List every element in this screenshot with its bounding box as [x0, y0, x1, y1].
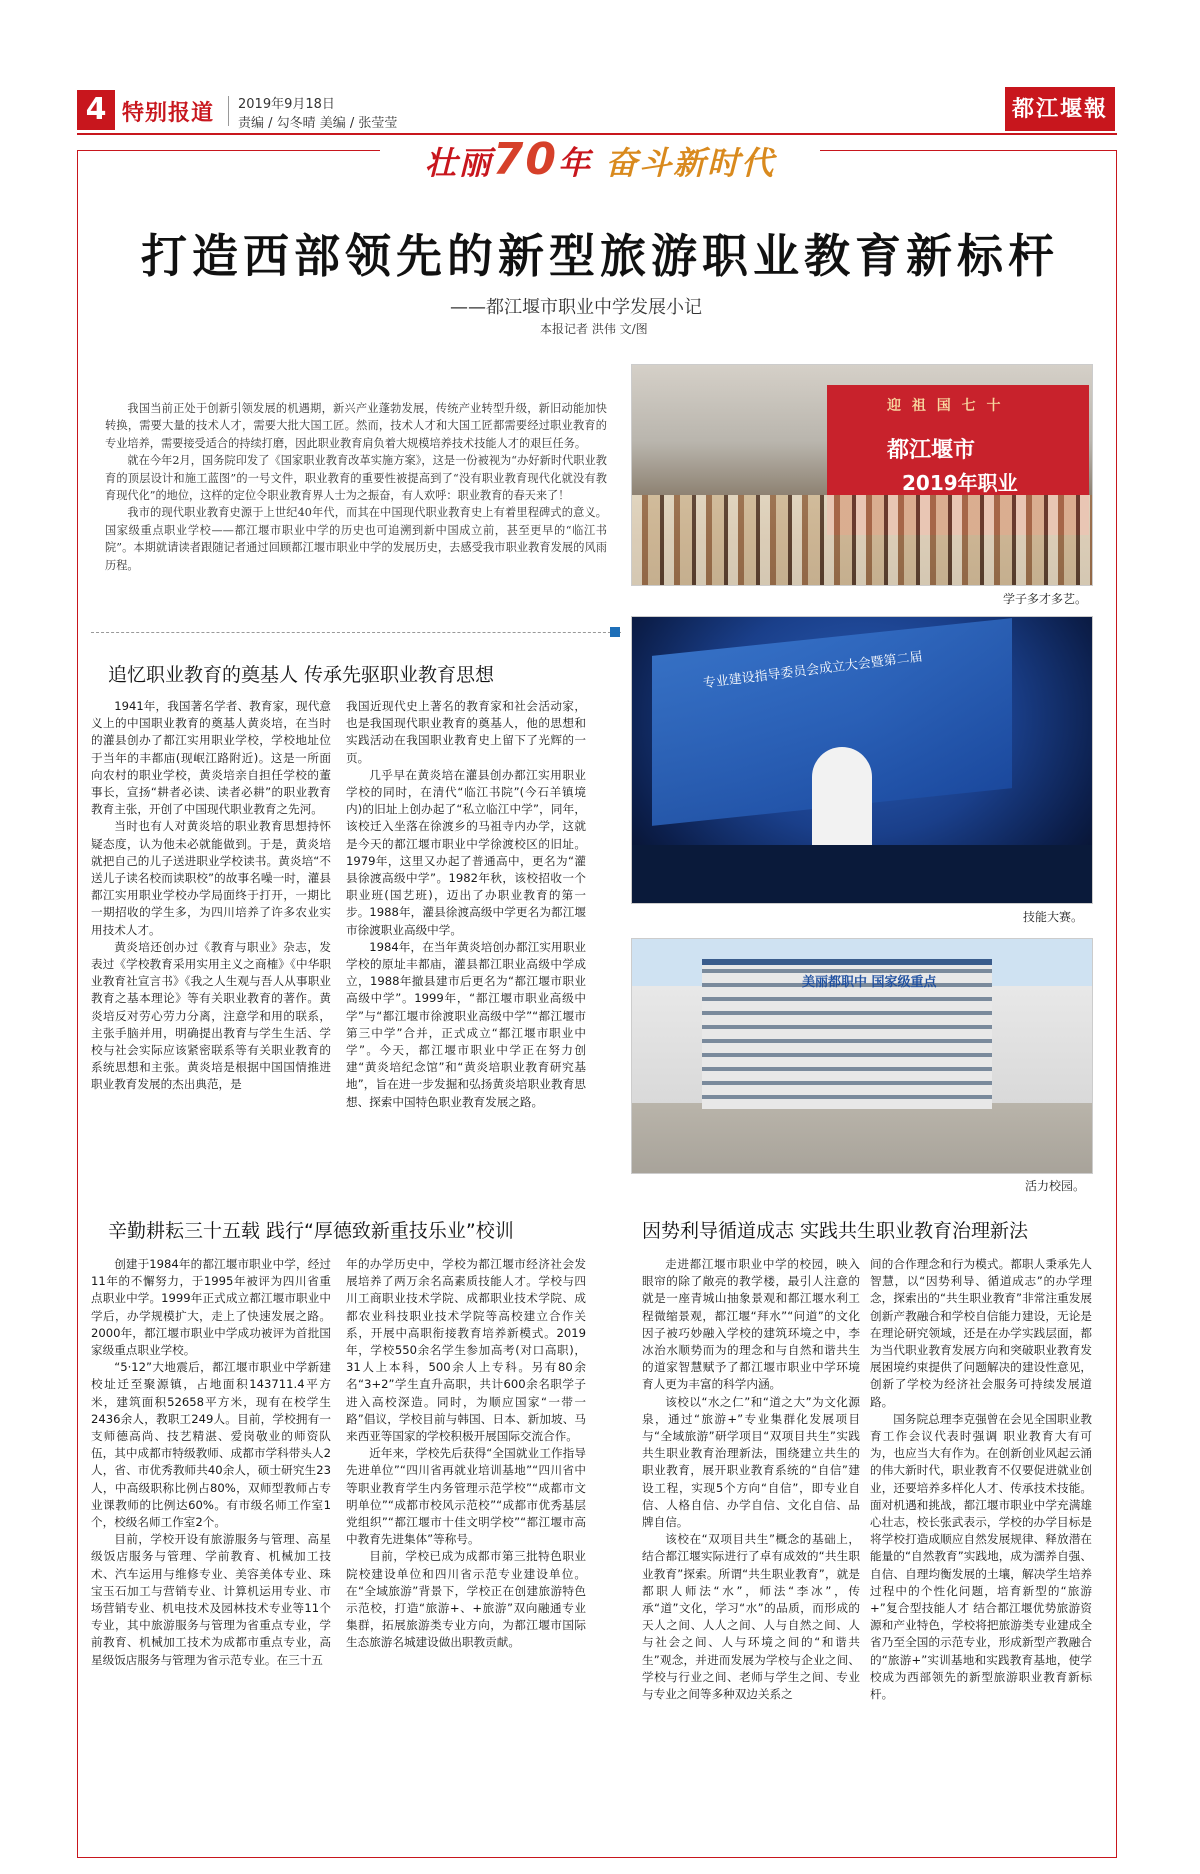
- banner-part3: 年: [558, 144, 593, 182]
- article-headline: 打造西部领先的新型旅游职业教育新标杆: [141, 229, 1059, 283]
- article-intro: [91, 378, 621, 638]
- photo-skills-contest: [631, 616, 1093, 904]
- backdrop-line2: 都江堰市: [887, 438, 976, 463]
- paragraph: 目前，学校开设有旅游服务与管理、高星级饭店服务与管理、学前教育、机械加工技术、汽车运用与维修专业、美容美体专业、珠宝玉石加工与营销专业、计算机运用专业、市场营销专业、机电技术及园林技术专业等11个专业，其中旅游服务与管理为省重点专业，学前教育、机械加工技术为成都市重点专业，高星级饭店服务与管理为省示范专业。在三十五: [91, 1532, 331, 1667]
- paragraph: 近年来，学校先后获得“全国就业工作指导先进单位”“四川省再就业培训基地”“四川省中等职业教育学生内务管理示范学校”“成都市文明单位”“成都市校风示范校”“成都市优秀基层党组织”“都江堰市十佳文明学校”“都江堰市高中教育先进集体”等称号。: [346, 1446, 586, 1547]
- section3-column-a: [642, 1256, 860, 1703]
- header-divider: [228, 96, 229, 126]
- paragraph: 国务院总理李克强曾在会见全国职业教育工作会议代表时强调 职业教育大有可为，也应当大有作为。在创新创业风起云涌的伟大新时代，职业教育不仅要促进就业创业，还要培养多样化人才、传承技术技能。面对机遇和挑战，都江堰市职业中学充满雄心壮志，校长张武表示，学校的办学目标是将学校打造成顺应自然发展规律、释放潜在能量的“自然教育”实践地，成为濡养自强、自信、自理均衡发展的土壤，解决学生培养过程中的个性化问题，培育新型的“旅游+”复合型技能人才 结合都江堰优势旅游资源和产业特色，学校将把旅游类专业建成全省乃至全国的示范专业，形成新型产教融合的“旅游+”实训基地和实践教育基地，使学校成为西部领先的新型旅游职业教育新标杆。: [870, 1411, 1092, 1702]
- editors-credit: 责编 / 勾冬晴 美编 / 张莹莹: [238, 116, 398, 131]
- section-name: 特别报道: [122, 101, 215, 126]
- newspaper-masthead: 都江堰報: [1005, 87, 1115, 131]
- photo-caption: 活力校园。: [1025, 1179, 1086, 1193]
- paragraph: 我国近现代史上著名的教育家和社会活动家，也是我国现代职业教育的奠基人，他的思想和实践活动在我国职业教育史上留下了光辉的一页。: [346, 699, 586, 765]
- paragraph: 1984年，在当年黄炎培创办都江实用职业学校的原址丰都庙，灌县都江职业高级中学成立，1988年撤县建市后更名为“都江堰市职业高级中学”。1999年，“都江堰市职业高级中学”与“都江堰市徐渡职业高级中学”“都江堰市第三中学”合并，正式成立“都江堰市职业中学”。今天，都江堰市职业中学正在努力创建“黄炎培纪念馆”和“黄炎培职业教育研究基地”，旨在进一步发掘和弘扬黄炎培职业教育思想、探索中国特色职业教育发展之路。: [346, 939, 586, 1109]
- section2-title: 辛勤耕耘三十五载 践行“厚德致新重技乐业”校训: [108, 1220, 514, 1242]
- page-number: 4: [77, 90, 115, 130]
- bar-table: [632, 845, 1093, 904]
- banner-text: [424, 134, 776, 185]
- paragraph: 年的办学历史中，学校为都江堰市经济社会发展培养了两万余名高素质技能人才。学校与四川工商职业技术学院、成都职业技术学院、成都农业科技职业技术学院等高校建立合作关系，开展中高职衔接教育培养新模式。2019年，学校550余名学生参加高考(对口高职)，31人上本科，500余人上专科。另有80余名“3+2”学生直升高职，共计600余名职学子进入高校深造。同时，为顺应国家“一带一路”倡议，学校目前与韩国、日本、新加坡、马来西亚等国家的学校积极开展国际交流合作。: [346, 1257, 586, 1444]
- article-subhead: ——都江堰市职业中学发展小记: [450, 297, 702, 318]
- paragraph: 该校以“水之仁”和“道之大”为文化源泉，通过“旅游+”专业集群化发展项目与“全域旅游”研学项目“双项目共生”实践共生职业教育治理新法，围绕建立共生的职业教育，展开职业教育系统的“自信”建设工程，实现5个方向“自信”，即专业自信、人格自信、办学自信、文化自信、品牌自信。: [642, 1394, 860, 1530]
- banner-part4: 奋斗新时代: [605, 144, 776, 182]
- photo-caption: 学子多才多艺。: [1003, 592, 1088, 606]
- photo-performance: [631, 364, 1093, 586]
- school-building: [702, 959, 992, 1109]
- paragraph: 间的合作理念和行为模式。都职人秉承先人智慧，以“因势利导、循道成志”的办学理念，探索出的“共生职业教育”非常注重发展创新产教融合和学校自信能力建设，无论是在理论研究领域，还是在办学实践层面，都为当代职业教育发展方向和突破职业教育发展困境约束提供了问题解决的建设性意见，创新了学校为经济社会服务可持续发展道路。: [870, 1257, 1092, 1409]
- section2-column-b: [346, 1256, 586, 1652]
- backdrop-line3: 2019年职业: [902, 471, 1018, 495]
- paragraph: 当时也有人对黄炎培的职业教育思想持怀疑态度，认为他未必就能做到。于是，黄炎培就把自己的儿子送进职业学校读书。黄炎培“不送儿子读名校而读职校”的故事名噪一时，灌县都江实用职业学校办学局面终于打开，一期比一期招收的学生多，为四川培养了许多农业实用技术人才。: [91, 819, 331, 937]
- intro-divider: [91, 632, 621, 633]
- paragraph: 该校在“双项目共生”概念的基础上，结合都江堰实际进行了卓有成效的“共生职业教育”探索。所谓“共生职业教育”，就是都职人师法“水”，师法“李冰”，传承“道”文化，学习“水”的品质，而形成的天人之间、人人之间、人与自然之间、人与社会之间、人与环境之间的“和谐共生”观念，并进而发展为学校与企业之间、学校与行业之间、老师与学生之间、专业与专业之间等多种双边关系之: [642, 1532, 860, 1702]
- banner-part2: 70: [492, 134, 559, 185]
- anniversary-banner: [380, 136, 820, 184]
- building-sign: 美丽都职中 国家级重点: [802, 975, 937, 990]
- header-rule: [77, 133, 1117, 135]
- section3-title: 因势利导循道成志 实践共生职业教育治理新法: [642, 1220, 1029, 1242]
- section2-column-a: [91, 1256, 331, 1669]
- section1-title: 追忆职业教育的奠基人 传承先驱职业教育思想: [108, 664, 495, 686]
- paragraph: “5·12”大地震后，都江堰市职业中学新建校址迁至聚源镇，占地面积143711.4平方米，建筑面积52658平方米，现有在校学生2436余人，教职工249人。目前，学校拥有一支师德高尚、技艺精湛、爱岗敬业的师资队伍，其中成都市特级教师、成都市学科带头人2人，省、市优秀教师共40余人，硕士研究生23人，中高级职称比例占80%，双师型教师占专业课教师的比例达60%。有市级名师工作室1个，校级名师工作室2个。: [91, 1360, 331, 1530]
- banner-part1: 壮丽: [424, 144, 493, 182]
- paragraph: 黄炎培还创办过《教育与职业》杂志，发表过《学校教育采用实用主义之商榷》《中华职业教育社宣言书》《我之人生观与吾人从事职业教育之基本理论》等有关职业教育的著作。黄炎培反对劳心劳力分离，注意学和用的联系，主张手脑并用，明确提出教育与学生生活、学校与社会实际应该紧密联系等有关职业教育的系统思想和主张。黄炎培是根据中国国情推进职业教育发展的杰出典范，是: [91, 939, 331, 1092]
- screen-text: 专业建设指导委员会成立大会暨第二届: [702, 649, 924, 692]
- photo-caption: 技能大赛。: [1023, 910, 1084, 924]
- photo-campus: [631, 938, 1093, 1174]
- section1-column-b: [346, 698, 586, 1111]
- intro-paragraph: 我国当前正处于创新引领发展的机遇期，新兴产业蓬勃发展，传统产业转型升级，新旧动能加快转换，需要大量的技术人才，需要大批大国工匠。然而，技术人才和大国工匠都需要经过职业教育的专业培养，需要接受适合的持续打磨，因此职业教育肩负着大规模培养技术技能人才的艰巨任务。: [105, 402, 607, 450]
- paragraph: 目前，学校已成为成都市第三批特色职业院校建设单位和四川省示范专业建设单位。在“全域旅游”背景下，学校正在创建旅游特色示范校，打造“旅游+、+旅游”双向融通专业集群，拓展旅游类专业方向，为都江堰市国际生态旅游名城建设做出职教贡献。: [346, 1549, 586, 1650]
- intro-marker: [610, 627, 620, 637]
- dancers: [632, 495, 1093, 586]
- section3-column-b: [870, 1256, 1092, 1703]
- paragraph: 创建于1984年的都江堰市职业中学，经过11年的不懈努力，于1995年被评为四川省重点职业中学。1999年正式成立都江堰市职业中学后，办学规模扩大，走上了快速发展之路。2000年，都江堰市职业中学成功被评为首批国家级重点职业学校。: [91, 1257, 331, 1358]
- paragraph: 1941年，我国著名学者、教育家，现代意义上的中国职业教育的奠基人黄炎培，在当时的灌县创办了都江实用职业学校，学校地址位于当年的丰都庙(现岷江路附近)。这是一所面向农村的职业学校，黄炎培亲自担任学校的董事长，宣扬“耕者必读、读者必耕”的职业教育教育主张，开创了中国现代职业教育之先河。: [91, 699, 331, 817]
- article-byline: 本报记者 洪伟 文/图: [540, 322, 648, 336]
- issue-date: 2019年9月18日: [238, 97, 335, 112]
- backdrop-line1: 迎 祖 国 七 十: [887, 398, 1004, 414]
- intro-paragraph: 我市的现代职业教育史源于上世纪40年代，而其在中国现代职业教育史上有着里程碑式的意义。国家级重点职业学校——都江堰市职业中学的历史也可追溯到新中国成立前，甚至更早的“临江书院”。本期就请读者跟随记者通过回顾都江堰市职业中学的发展历史，去感受我市职业教育发展的风雨历程。: [105, 506, 607, 572]
- paragraph: 走进都江堰市职业中学的校园，映入眼帘的除了敞亮的教学楼，最引人注意的就是一座青城山抽象景观和都江堰水利工程微缩景观，都江堰“拜水”“问道”的文化因子被巧妙融入学校的建筑环境之中，李冰治水顺势而为的理念和与自然和谐共生的道家智慧赋予了都江堰市职业中学环境育人更为丰富的科学内涵。: [642, 1257, 860, 1392]
- section1-column-a: [91, 698, 331, 1094]
- paragraph: 几乎早在黄炎培在灌县创办都江实用职业学校的同时，在清代“临江书院”(今石羊镇境内)的旧址上创办起了“私立临江中学”，同年，该校迁入坐落在徐渡乡的马祖寺内办学，这就是今天的都江堰市职业中学徐渡校区的旧址。1979年，这里又办起了普通高中，更名为“灌县徐渡高级中学”。1982年秋，该校招收一个职业班(国艺班)，迈出了办职业教育的第一步。1988年，灌县徐渡高级中学更名为都江堰市徐渡职业高级中学。: [346, 767, 586, 937]
- intro-paragraph: 就在今年2月，国务院印发了《国家职业教育改革实施方案》，这是一份被视为“办好新时代职业教育的顶层设计和施工蓝图”的一号文件，职业教育的重要性被提高到了“没有职业教育现代化就没有教育现代化”的地位，这样的定位令职业教育界人士为之振奋，有人欢呼：职业教育的春天来了！: [105, 454, 607, 503]
